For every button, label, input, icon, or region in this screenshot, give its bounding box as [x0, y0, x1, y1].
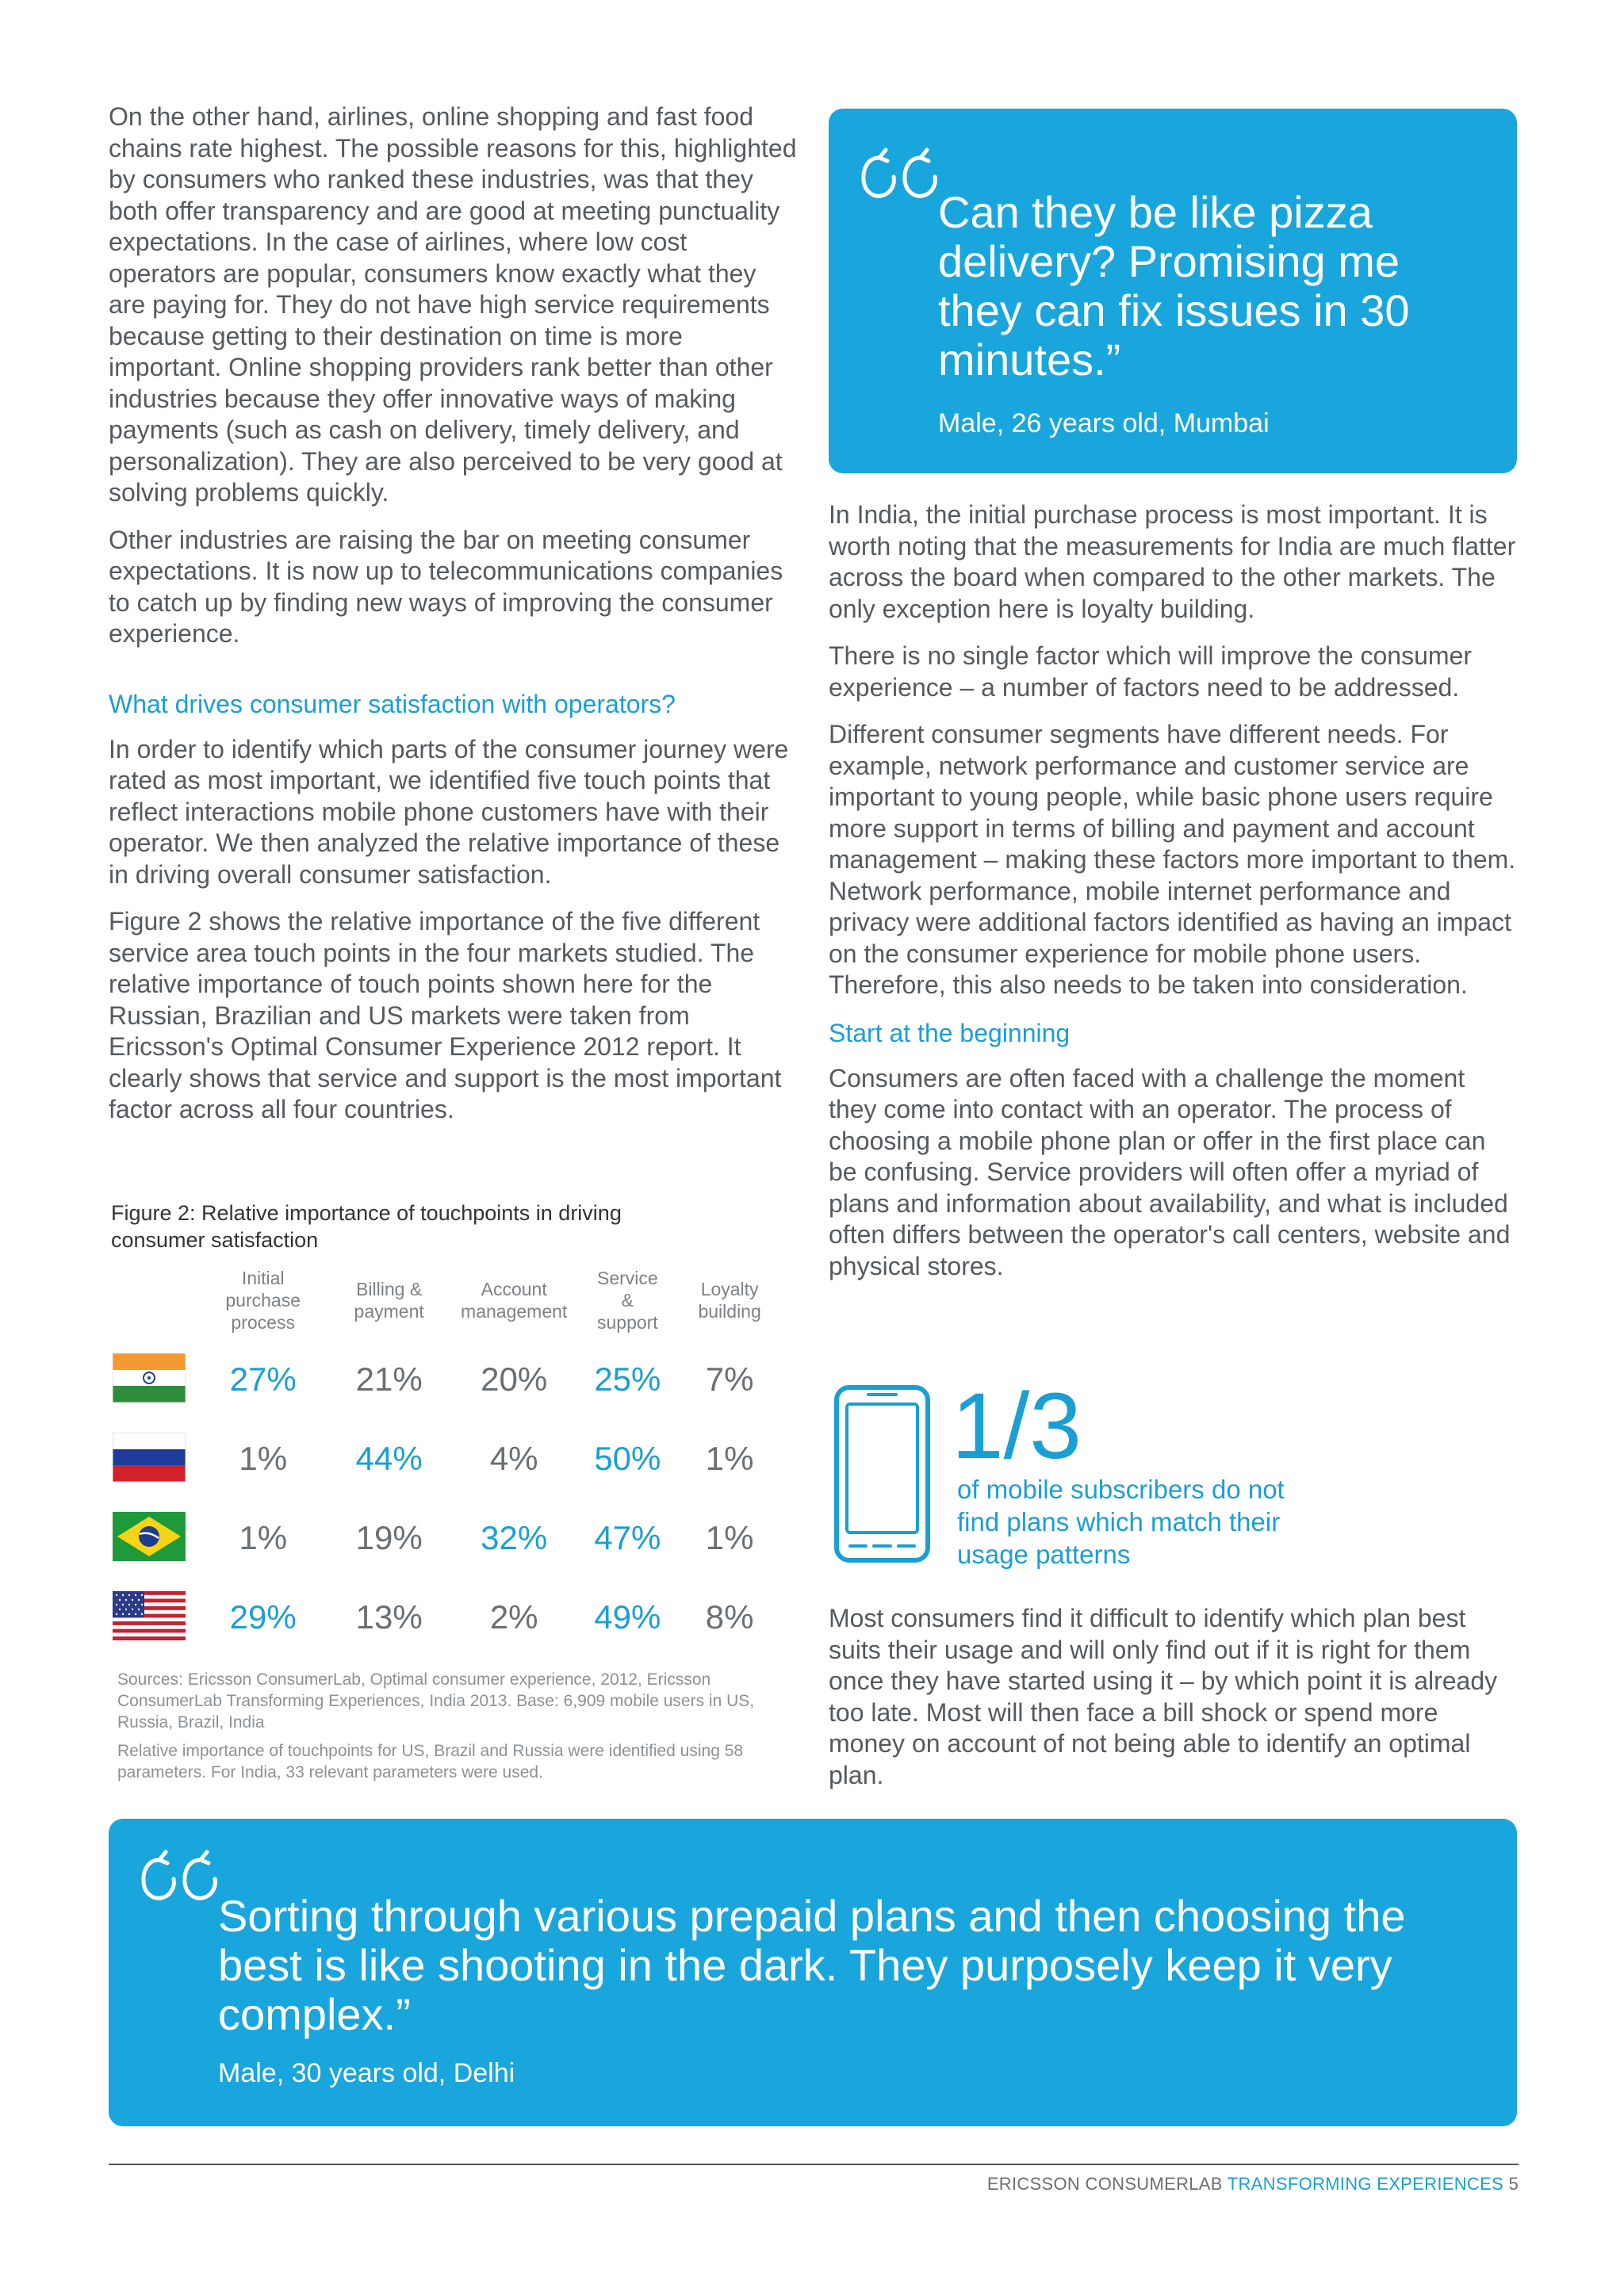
column-header: Service & support: [596, 1268, 658, 1333]
brazil-flag-icon: [109, 1498, 197, 1578]
table-cell: 1%: [705, 1519, 754, 1556]
table-cell: 1%: [239, 1440, 288, 1477]
right-column-lower: [829, 1603, 1519, 1807]
table-cell: 50%: [594, 1440, 661, 1477]
section-heading: Start at the beginning: [829, 1018, 1071, 1047]
stat-number: 1/3: [952, 1374, 1082, 1479]
table-cell: 2%: [489, 1598, 538, 1636]
stat-text: of mobile subscribers do not find plans which match their usage patterns: [957, 1475, 1285, 1569]
table-cell: 7%: [705, 1360, 754, 1398]
quote-box: [829, 109, 1517, 473]
paragraph: There is no single factor which will improve the consumer experience – a number of factors need to be addressed.: [829, 641, 1472, 702]
column-header: Loyalty building: [698, 1279, 761, 1322]
quote-text: Can they be like pizza delivery? Promising me they can fix issues in 30 minutes.”: [938, 187, 1410, 385]
column-header: Account management: [461, 1279, 568, 1322]
table-cell: 27%: [229, 1360, 297, 1398]
quote-attribution: Male, 26 years old, Mumbai: [938, 408, 1270, 438]
column-header: Initial purchase process: [225, 1268, 301, 1333]
table-cell: 19%: [355, 1519, 423, 1556]
paragraph: On the other hand, airlines, online shopping and fast food chains rate highest. The possible reasons for this, highlighted by consumers who ranked these industries, was that they both offer transparency and are good at meeting punctuality expectations. In the case of airlines, where low cost operators are popular, consumers know exactly what they are paying for. They do not have high service requirements because getting to their destination on time is more important. Online shopping providers rank better than other industries because they offer innovative ways of making payments (such as cash on delivery, timely delivery, and personalization). They are also perceived to be very good at solving problems quickly.: [109, 102, 797, 507]
quote-box: [109, 1819, 1517, 2126]
russia-flag-icon: [109, 1419, 197, 1498]
page-number: 5: [1508, 2174, 1519, 2194]
footer-divider: [109, 2164, 1519, 2165]
figure-title: Figure 2: Relative importance of touchpoints in driving consumer satisfaction: [111, 1201, 622, 1252]
quote-mark-icon: [139, 1849, 226, 1904]
table-row: [109, 1340, 783, 1419]
table-cell: 13%: [355, 1598, 423, 1636]
quote-attribution: Male, 30 years old, Delhi: [218, 2058, 515, 2088]
usa-flag-icon: [109, 1578, 197, 1657]
table-cell: 1%: [239, 1519, 288, 1556]
section-heading: What drives consumer satisfaction with operators?: [109, 689, 676, 718]
quote-mark-icon: [859, 147, 946, 202]
table-row: [109, 1498, 783, 1578]
footer-section: TRANSFORMING EXPERIENCES: [1227, 2174, 1504, 2194]
table-cell: 29%: [229, 1598, 297, 1636]
paragraph: Most consumers find it difficult to identify which plan best suits their usage and will only find out if it is right for them once they have started using it – by which point it is already too late. Most will then face a bill shock or spend more money on account of not being able to identify an optimal plan.: [829, 1604, 1498, 1789]
right-column: [829, 499, 1519, 1298]
table-cell: 44%: [355, 1440, 423, 1477]
table-cell: 8%: [705, 1598, 754, 1636]
page-footer: [987, 2174, 1519, 2195]
quote-text: Sorting through various prepaid plans and then choosing the best is like shooting in the dark. They purposely keep it very complex.”: [218, 1891, 1406, 2039]
table-row: [109, 1419, 783, 1498]
touchpoint-table: [109, 1261, 783, 1657]
table-cell: 1%: [705, 1440, 754, 1477]
paragraph: Figure 2 shows the relative importance of the five different service area touch points in the four markets studied. The relative importance of touch points shown here for the Russian, Brazilian and US markets were taken from Ericsson's Optimal Consumer Experience 2012 report. It clearly shows that service and support is the most important factor across all four countries.: [109, 907, 782, 1123]
left-column: [109, 101, 799, 1142]
figure-note: Relative importance of touchpoints for US, Brazil and Russia were identified using 58 parameters. For India, 33 relevant parameters were used.: [117, 1742, 744, 1781]
paragraph: Consumers are often faced with a challenge the moment they come into contact with an operator. The process of choosing a mobile phone plan or offer in the first place can be confusing. Service providers will often offer a myriad of plans and information about availability, and what is included often differs between the operator's call centers, website and physical stores.: [829, 1063, 1511, 1280]
table-cell: 32%: [481, 1519, 548, 1556]
table-cell: 47%: [594, 1519, 661, 1556]
india-flag-icon: [109, 1340, 197, 1419]
table-cell: 21%: [355, 1360, 423, 1398]
table-cell: 49%: [594, 1598, 661, 1636]
paragraph: Different consumer segments have different needs. For example, network performance and customer service are important to young people, while basic phone users require more support in terms of billing and payment and account management – making these factors more important to them. Network performance, mobile internet performance and privacy were additional factors identified as having an impact on the consumer experience for mobile phone users. Therefore, this also needs to be taken into consideration.: [829, 720, 1516, 999]
table-cell: 4%: [489, 1440, 538, 1477]
paragraph: In order to identify which parts of the consumer journey were rated as most important, we identified five touch points that reflect interactions mobile phone customers have with their operator. We then analyzed the relative importance of these in driving overall consumer satisfaction.: [109, 734, 789, 889]
footer-brand: ERICSSON CONSUMERLAB: [986, 2174, 1223, 2194]
table-row: [109, 1578, 783, 1657]
column-header: Billing & payment: [354, 1279, 424, 1322]
table-cell: 25%: [594, 1360, 661, 1398]
paragraph: In India, the initial purchase process is most important. It is worth noting that the measurements for India are much flatter across the board when compared to the other markets. The only exception here is loyalty building.: [829, 500, 1516, 623]
mobile-phone-icon: [833, 1383, 932, 1564]
figure-sources: Sources: Ericsson ConsumerLab, Optimal consumer experience, 2012, Ericsson ConsumerLab Transforming Experiences, India 2013. Base: 6,909 mobile users in US, Russia, Brazil, India: [117, 1670, 755, 1732]
table-cell: 20%: [481, 1360, 548, 1398]
paragraph: Other industries are raising the bar on meeting consumer expectations. It is now up to telecommunications companies to catch up by finding new ways of improving the consumer experience.: [109, 525, 783, 648]
